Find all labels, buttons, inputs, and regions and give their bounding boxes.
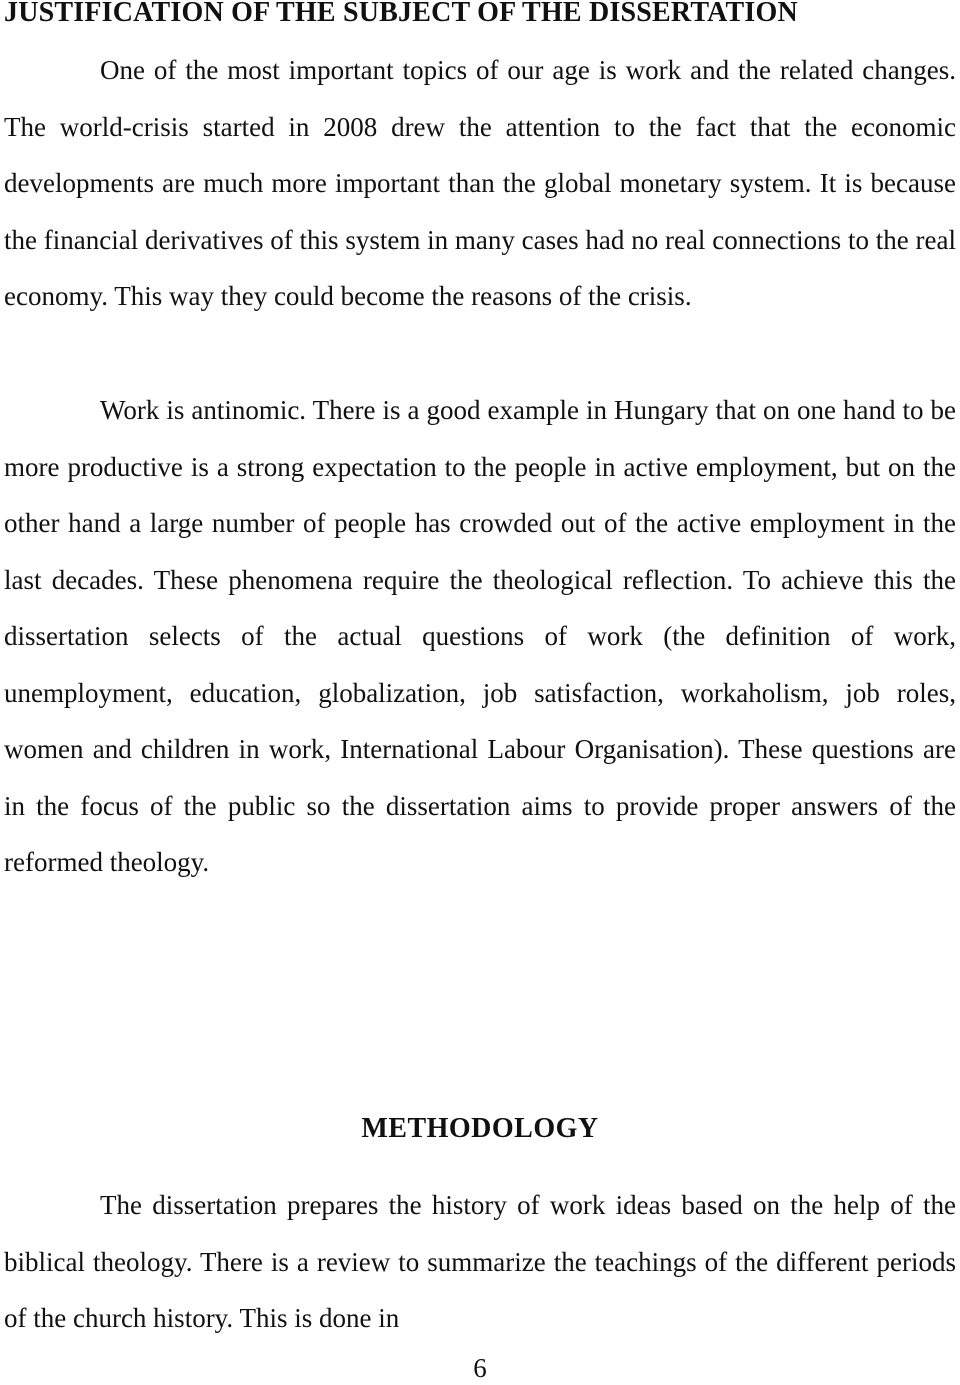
paragraph-justification-2: Work is antinomic. There is a good example in Hungary that on one hand to be more productive is a strong expectation to the people in active employment, but on the other hand a large number of people has crowded out of the active employment in the last decades. These phenomena require the theological reflection. To achieve this the dissertation selects of the actual questions of work (the definition of work, unemployment, education, globalization, job satisfaction, workaholism, job roles, women and children in work, International Labour Organisation). These questions are in the focus of the public so the dissertation aims to provide proper answers of the reformed theology. <box>4 395 956 877</box>
paragraph-justification-1: One of the most important topics of our age is work and the related changes. The world-crisis started in 2008 drew the attention to the fact that the economic developments are much more important than the global monetary system. It is because the financial derivatives of this system in many cases had no real connections to the real economy. This way they could become the reasons of the crisis. <box>4 55 956 311</box>
document-page <box>4 0 956 1385</box>
section-heading-methodology: METHODOLOGY <box>361 1113 599 1144</box>
page-number: 6 <box>473 1353 487 1383</box>
paragraph-methodology-1: The dissertation prepares the history of work ideas based on the help of the biblical theology. There is a review to summarize the teachings of the different periods of the church history. This is done in <box>4 1190 956 1333</box>
section-heading-justification: JUSTIFICATION OF THE SUBJECT OF THE DISSERTATION <box>4 0 798 28</box>
